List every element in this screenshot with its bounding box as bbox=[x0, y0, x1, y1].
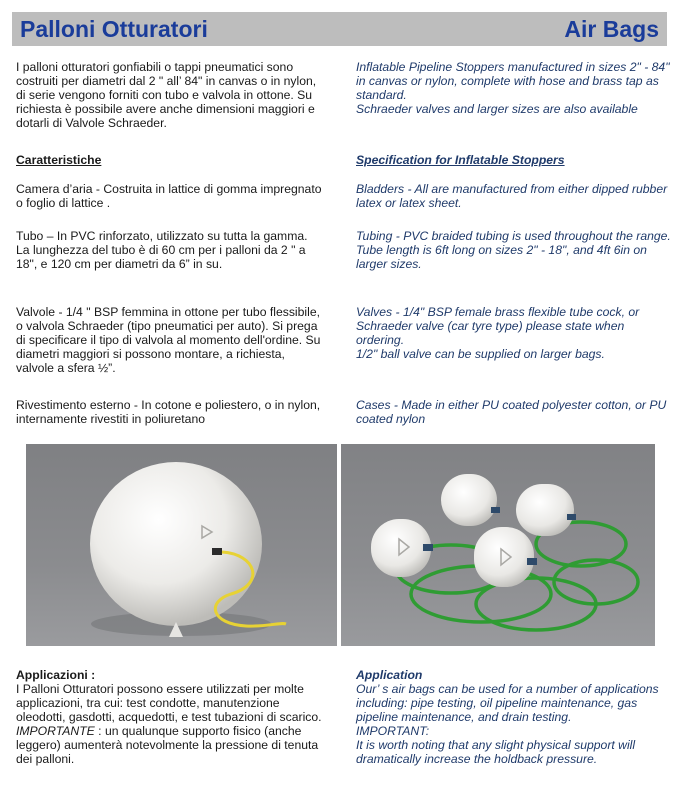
single-air-bag-illustration bbox=[26, 444, 337, 646]
photo-four-air-bags bbox=[341, 444, 655, 646]
application-heading-italian: Applicazioni : bbox=[16, 668, 96, 682]
application-english bbox=[356, 668, 674, 766]
spec-heading-italian: Caratteristiche bbox=[16, 153, 102, 167]
spec-heading-english: Specification for Inflatable Stoppers bbox=[356, 153, 565, 167]
application-heading-english: Application bbox=[356, 668, 423, 682]
important-label-english: IMPORTANT: bbox=[356, 724, 430, 738]
intro-italian: I palloni otturatori gonfiabili o tappi pneumatici sono costruiti per diametri dal 2 " all’ 84" in canvas o in nylon, di serie vengono forniti con tubo e valvola in ottone. Su richiesta è possibile avere anche dimensioni maggiori e dotarli di Valvole Schraeder. bbox=[16, 60, 317, 130]
title-english: Air Bags bbox=[564, 16, 659, 42]
application-text-italian: I Palloni Otturatori possono essere utilizzati per molte applicazioni, tra cui: test condotte, manutenzione oleodotti, gasdotti, acquedotti, e test tubazioni di scarico. bbox=[16, 682, 322, 724]
intro-english-line2: Schraeder valves and larger sizes are also available bbox=[356, 102, 638, 116]
photo-single-air-bag bbox=[26, 444, 337, 646]
page-header bbox=[12, 12, 667, 46]
spec-bladders-english: Bladders - All are manufactured from either dipped rubber latex or latex sheet. bbox=[356, 182, 668, 210]
intro-english-line1: Inflatable Pipeline Stoppers manufactured in sizes 2" - 84" in canvas or nylon, complete with hose and brass tap as standard. bbox=[356, 60, 670, 102]
application-italian bbox=[16, 668, 322, 766]
important-text-italian: : un qualunque supporto fisico (anche leggero) aumenterà notevolmente la pressione di tenuta dei palloni. bbox=[16, 724, 319, 766]
spec-tubing-line2: Tube length is 6ft long on sizes 2" - 18", and 4ft 6in on larger sizes. bbox=[356, 243, 647, 271]
important-italian bbox=[16, 724, 322, 766]
spec-valves-line1: Valves - 1/4" BSP female brass flexible tube cock, or Schraeder valve (car tyre type) please state when ordering. bbox=[356, 305, 640, 347]
spec-valves-english bbox=[356, 305, 674, 361]
spec-tubing-english bbox=[356, 229, 674, 271]
spec-valves-line2: 1/2" ball valve can be supplied on larger bags. bbox=[356, 347, 605, 361]
spec-valvole-italian: Valvole - 1/4 " BSP femmina in ottone per tubo flessibile, o valvola Schraeder (tipo pneumatici per auto). Si prega di specificare il tipo di valvola al momento dell'ordine. Su diametri maggiori si possono montare, a richiesta, valvole a sfera ½”. bbox=[16, 305, 321, 375]
spec-tubing-line1: Tubing - PVC braided tubing is used throughout the range. bbox=[356, 229, 671, 243]
spec-cases-english: Cases - Made in either PU coated polyester cotton, or PU coated nylon bbox=[356, 398, 667, 426]
application-text-english: Our’ s air bags can be used for a number of applications including: pipe testing, oil pipeline maintenance, gas pipeline maintenance, and drain testing. bbox=[356, 682, 659, 724]
title-italian: Palloni Otturatori bbox=[20, 16, 208, 42]
spec-camera-italian: Camera d’aria - Costruita in lattice di gomma impregnato o foglio di lattice . bbox=[16, 182, 322, 210]
intro-english bbox=[356, 60, 674, 116]
four-air-bags-illustration bbox=[341, 444, 655, 646]
spec-rivestimento-italian: Rivestimento esterno - In cotone e poliestero, o in nylon, internamente rivestiti in poliuretano bbox=[16, 398, 321, 426]
important-label-italian: IMPORTANTE bbox=[16, 724, 95, 738]
important-text-english: It is worth noting that any slight physical support will dramatically increase the holdback pressure. bbox=[356, 738, 636, 766]
spec-tubo-italian: Tubo – In PVC rinforzato, utilizzato su tutta la gamma. La lunghezza del tubo è di 60 cm per i palloni da 2 " a 18", e 120 cm per diametri da 6” in su. bbox=[16, 229, 308, 271]
